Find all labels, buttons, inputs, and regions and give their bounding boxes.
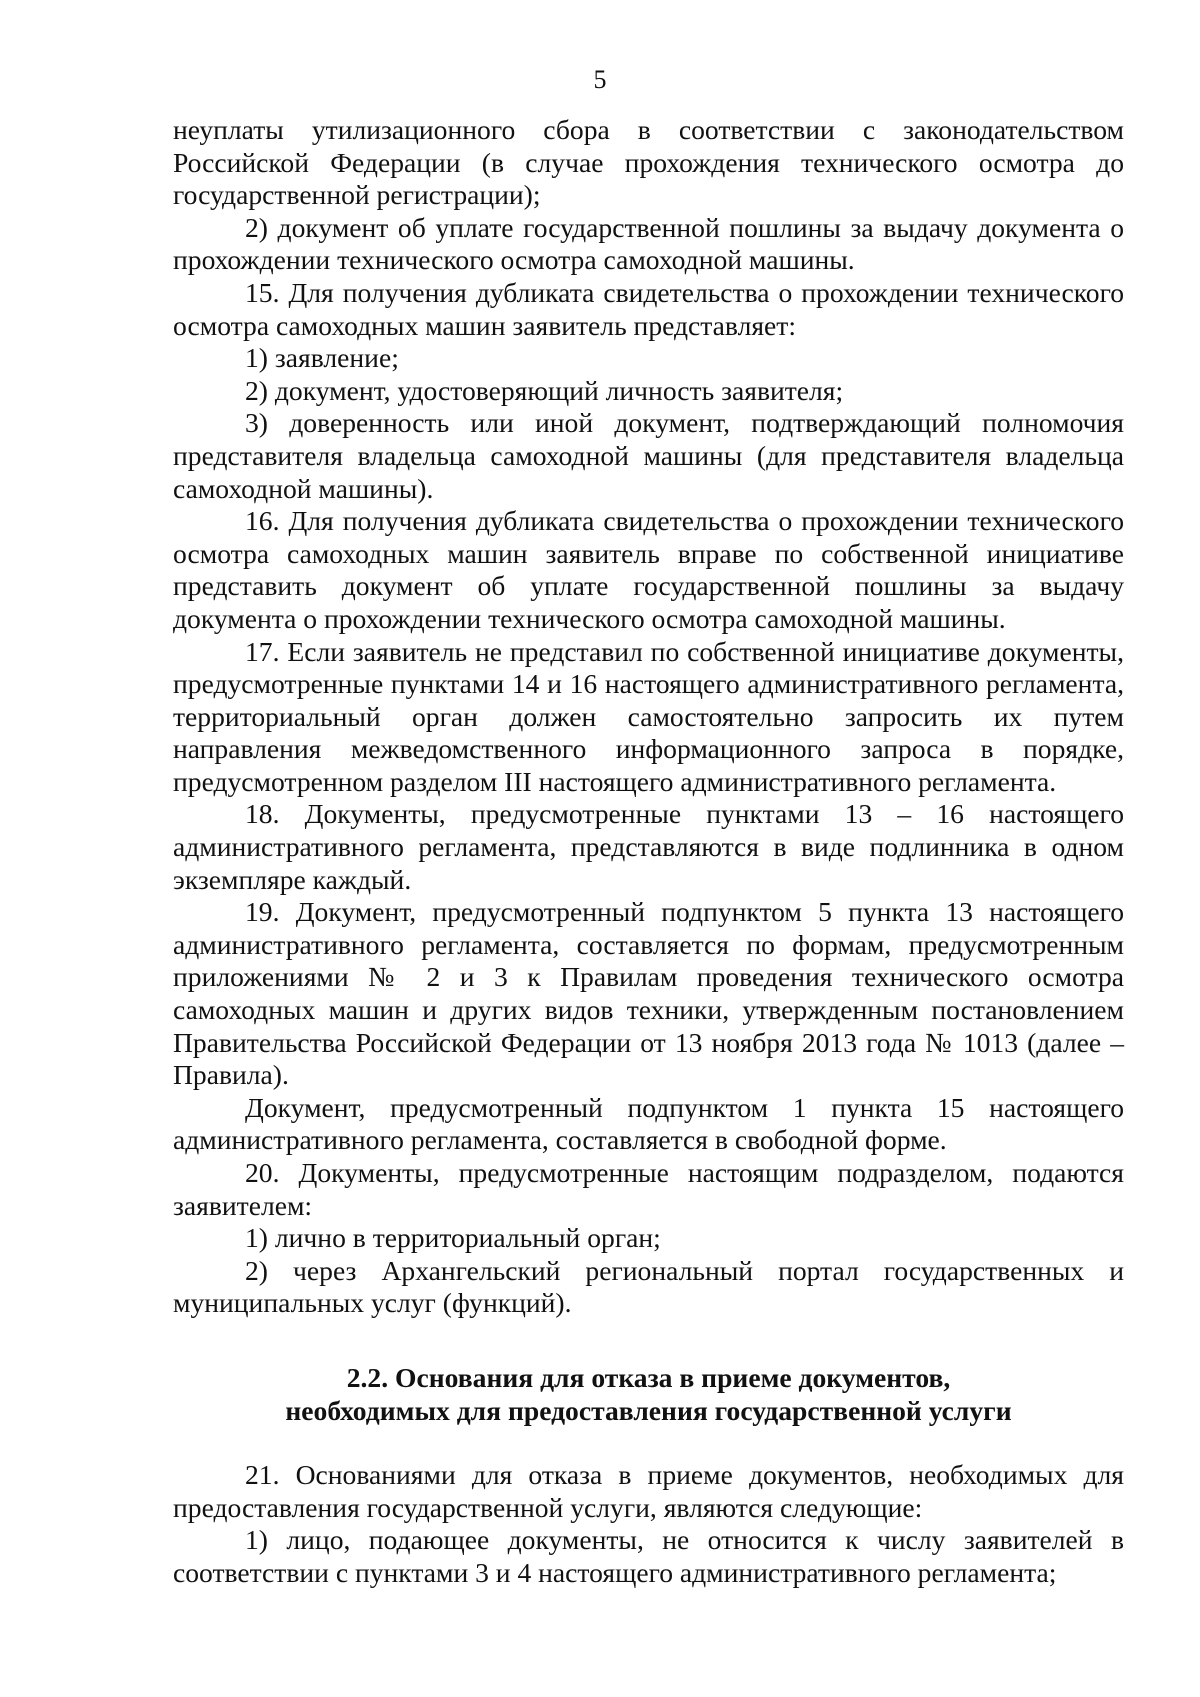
paragraph: неуплаты утилизационного сбора в соответствии с законодательством Российской Федерации (в случае прохождения технического осмотра до государственной регистрации); [173,114,1124,211]
section-heading-line-1: 2.2. Основания для отказа в приеме документов, [346,1361,951,1393]
list-item: 1) лицо, подающее документы, не относится к числу заявителей в соответствии с пунктами 3 и 4 настоящего административного регламента; [173,1524,1124,1588]
paragraph: 20. Документы, предусмотренные настоящим подразделом, подаются заявителем: [173,1157,1124,1221]
list-item: 1) лично в территориальный орган; [245,1222,661,1254]
section-heading [173,1361,1124,1427]
paragraph: 19. Документ, предусмотренный подпунктом 5 пункта 13 настоящего административного регламента, составляется по формам, предусмотренным приложениями № 2 и 3 к Правилам проведения технического осмотра самоходных машин и других видов техники, утвержденным постановлением Правительства Российской Федерации от 13 ноября 2013 года № 1013 (далее – Правила). [173,896,1124,1091]
paragraph: 2) документ об уплате государственной пошлины за выдачу документа о прохождении технического осмотра самоходной машины. [173,211,1124,276]
paragraph: Документ, предусмотренный подпунктом 1 пункта 15 настоящего административного регламента, составляется в свободной форме. [173,1091,1124,1156]
list-item: 3) доверенность или иной документ, подтверждающий полномочия представителя владельца самоходной машины (для представителя владельца самоходной машины). [173,407,1124,504]
document-body [173,114,1124,1589]
paragraph: 17. Если заявитель не представил по собственной инициативе документы, предусмотренные пунктами 14 и 16 настоящего административного регламента, территориальный орган должен самостоятельно запросить их путем направления межведомственного информационного запроса в порядке, предусмотренном разделом III настоящего административного регламента. [173,635,1124,797]
paragraph: 18. Документы, предусмотренные пунктами 13 – 16 настоящего административного регламента, представляются в виде подлинника в одном экземпляре каждый. [173,798,1124,895]
list-item: 1) заявление; [245,342,399,374]
paragraph: 21. Основаниями для отказа в приеме документов, необходимых для предоставления государственной услуги, являются следующие: [173,1458,1124,1523]
section-heading-line-2: необходимых для предоставления государственной услуги [285,1394,1012,1426]
page-number: 5 [593,65,607,94]
paragraph-group-bottom [173,1459,1124,1589]
list-item: 2) документ, удостоверяющий личность заявителя; [245,374,844,406]
paragraph: 15. Для получения дубликата свидетельства о прохождении технического осмотра самоходных машин заявитель представляет: [173,276,1124,341]
list-item: 2) через Архангельский региональный портал государственных и муниципальных услуг (функций). [173,1254,1124,1319]
paragraph: 16. Для получения дубликата свидетельства о прохождении технического осмотра самоходных машин заявитель вправе по собственной инициативе представить документ об уплате государственной пошлины за выдачу документа о прохождении технического осмотра самоходной машины. [173,505,1124,634]
paragraph-group-top [173,114,1124,1320]
